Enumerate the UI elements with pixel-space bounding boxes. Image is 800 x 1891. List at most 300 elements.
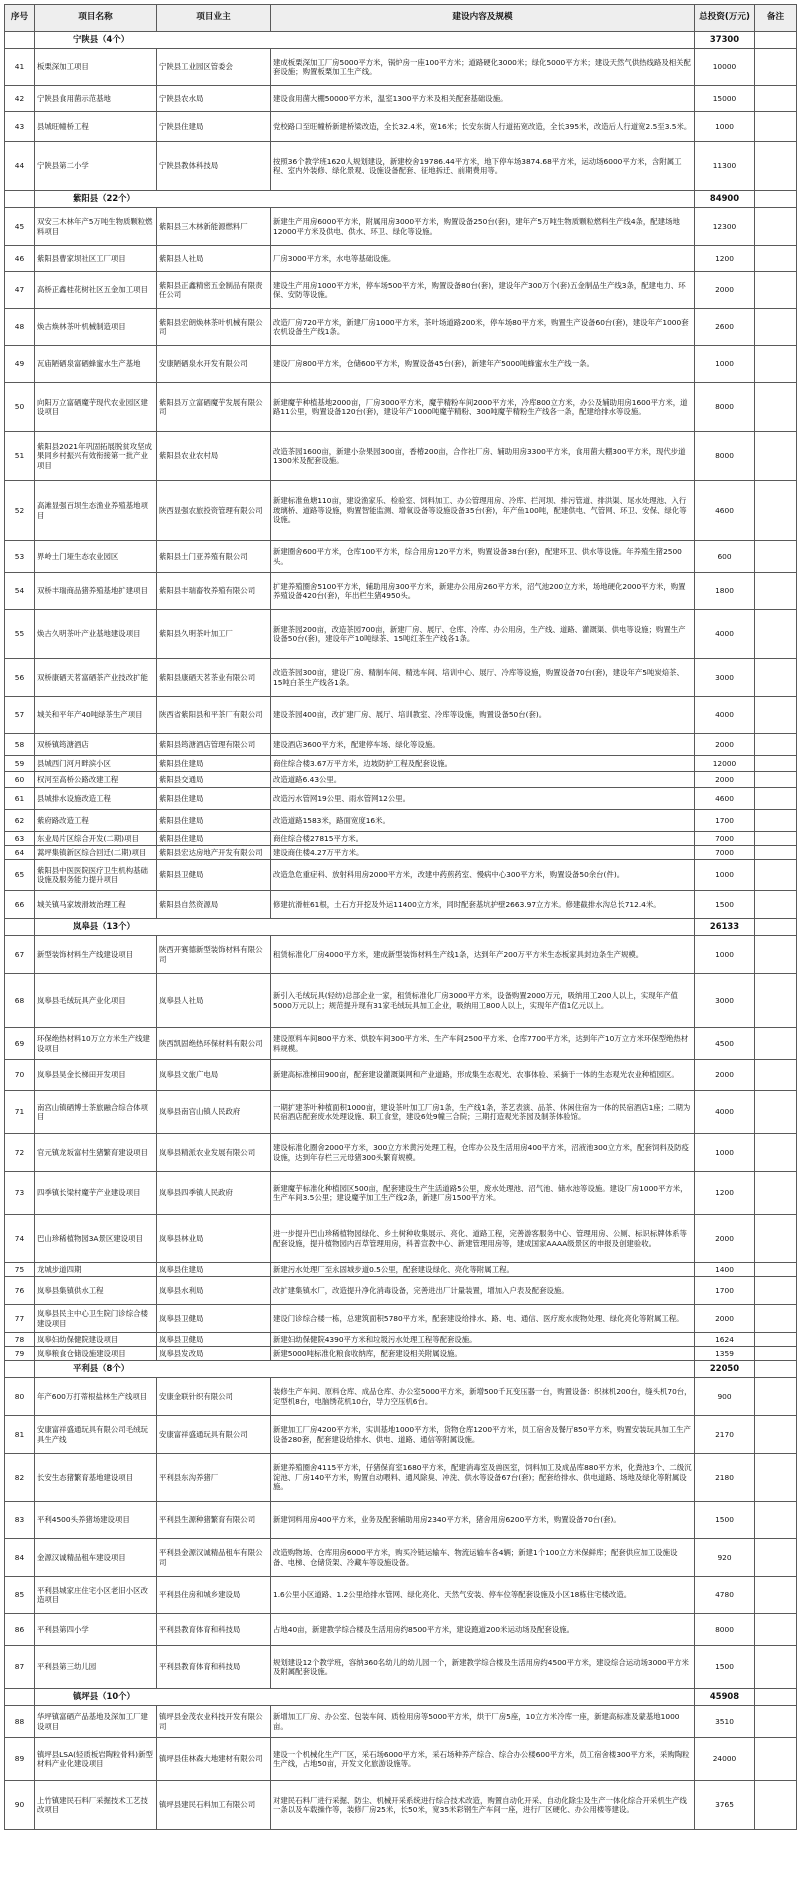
project-invest: 3000: [695, 974, 755, 1028]
project-owner: 宁陕县工业园区管委会: [157, 49, 271, 86]
project-name: 岚皋县毛绒玩具产业化项目: [35, 974, 157, 1028]
project-invest: 2000: [695, 1215, 755, 1263]
project-content: 建设食用菌大棚50000平方米，温室1300平方米及相关配套基础设施。: [271, 86, 695, 112]
project-content: 党校路口至旺幢桥新建桥梁改造，全长32.4米，宽16米；长安东街人行道拓宽改造，全长395米，改造后人行道宽2.5至3.5米。: [271, 112, 695, 142]
table-row: [5, 1172, 797, 1215]
table-row: [5, 1646, 797, 1689]
county-note-cell: [755, 191, 797, 208]
row-no: 80: [5, 1378, 35, 1416]
project-invest: 2170: [695, 1416, 755, 1454]
project-name: 双桥康硒天茗富硒茶产业技改扩能: [35, 659, 157, 697]
county-row: [5, 1689, 797, 1706]
project-invest: 4600: [695, 788, 755, 810]
table-row: [5, 734, 797, 756]
project-invest: 2000: [695, 272, 755, 309]
table-row: [5, 1614, 797, 1646]
row-no: 79: [5, 1347, 35, 1361]
project-invest: 1800: [695, 573, 755, 610]
row-no: 57: [5, 697, 35, 734]
row-no: 49: [5, 346, 35, 383]
row-no: 45: [5, 208, 35, 246]
county-row: [5, 1361, 797, 1378]
project-invest: 1000: [695, 860, 755, 891]
project-invest: 8000: [695, 432, 755, 481]
project-note: [755, 860, 797, 891]
project-note: [755, 788, 797, 810]
project-note: [755, 1091, 797, 1134]
county-no-cell: [5, 191, 35, 208]
row-no: 56: [5, 659, 35, 697]
project-content: 新建魔芋种植基地2000亩，厂房3000平方米，魔芋精粉车间2000平方米，冷库800立方米，办公及辅助用房1600平方米，道路11公里，购置设备120台(套)，建设年产1000吨魔芋精粉、300吨魔芋精粉生产线各一条，配建给排水等设施。: [271, 383, 695, 432]
row-no: 60: [5, 772, 35, 788]
row-no: 53: [5, 541, 35, 573]
project-invest: 2000: [695, 1305, 755, 1333]
project-owner: 安康陋硒泉水开发有限公司: [157, 346, 271, 383]
project-invest: 1000: [695, 936, 755, 974]
project-invest: 1000: [695, 346, 755, 383]
table-row: [5, 1028, 797, 1060]
table-row: [5, 208, 797, 246]
project-invest: 1000: [695, 1134, 755, 1172]
table-body: [5, 32, 797, 1830]
county-total: 22050: [695, 1361, 755, 1378]
project-owner: 平利县生源种猪繁育有限公司: [157, 1502, 271, 1539]
project-note: [755, 1060, 797, 1091]
row-no: 42: [5, 86, 35, 112]
table-row: [5, 832, 797, 846]
county-note-cell: [755, 32, 797, 49]
table-row: [5, 86, 797, 112]
row-no: 83: [5, 1502, 35, 1539]
row-no: 72: [5, 1134, 35, 1172]
project-note: [755, 112, 797, 142]
project-name: 年产600万打蒂根盐林生产线项目: [35, 1378, 157, 1416]
project-note: [755, 573, 797, 610]
row-no: 43: [5, 112, 35, 142]
table-row: [5, 1781, 797, 1830]
project-content: 建成板栗深加工厂房5000平方米，锅炉房一座100平方米；道路硬化3000米；绿化5000平方米；建设天然气供热线路及相关配套设施；购置板栗加工生产线。: [271, 49, 695, 86]
table-row: [5, 432, 797, 481]
project-name: 紫阳县中医医院医疗卫生机构基础设施及服务能力提升项目: [35, 860, 157, 891]
project-note: [755, 734, 797, 756]
project-owner: 岚皋县卫健局: [157, 1305, 271, 1333]
project-invest: 1000: [695, 112, 755, 142]
project-invest: 1624: [695, 1333, 755, 1347]
project-invest: 8000: [695, 1614, 755, 1646]
project-content: 改造道路6.43公里。: [271, 772, 695, 788]
project-content: 改造厂房720平方米，新建厂房1000平方米，茶叶场道路200米，停车场80平方米，购置生产设备60台(套)，建设年产1000套农机设备生产线1条。: [271, 309, 695, 346]
county-name: 岚皋县（13个）: [35, 919, 695, 936]
project-name: 紫阳县曹家坝社区工厂项目: [35, 246, 157, 272]
row-no: 71: [5, 1091, 35, 1134]
project-invest: 7000: [695, 846, 755, 860]
project-name: 界岭土门垭生态农业园区: [35, 541, 157, 573]
project-name: 龙城步道四期: [35, 1263, 157, 1277]
project-owner: 紫阳县自然资源局: [157, 891, 271, 919]
county-note-cell: [755, 1689, 797, 1706]
row-no: 51: [5, 432, 35, 481]
project-owner: 镇坪县金茂农业科技开发有限公司: [157, 1706, 271, 1738]
project-content: 新增加工厂房、办公室、包装车间、质检用房等5000平方米，烘干厂房5座，10立方米冷库一座，新建高标准及蒙基地1000亩。: [271, 1706, 695, 1738]
project-invest: 3510: [695, 1706, 755, 1738]
project-note: [755, 1577, 797, 1614]
project-invest: 4000: [695, 610, 755, 659]
project-owner: 陕西开赛德新型装饰材料有限公司: [157, 936, 271, 974]
project-note: [755, 1706, 797, 1738]
project-owner: 紫阳县万立富硒魔芋发展有限公司: [157, 383, 271, 432]
project-content: 建设门诊综合楼一栋，总建筑面积5780平方米，配套建设给排水、路、电、通信、医疗废水废物处理、绿化亮化等附属工程。: [271, 1305, 695, 1333]
project-owner: 紫阳县住建局: [157, 832, 271, 846]
project-name: 平利县第四小学: [35, 1614, 157, 1646]
table-row: [5, 309, 797, 346]
project-invest: 3000: [695, 659, 755, 697]
project-owner: 紫阳县人社局: [157, 246, 271, 272]
project-owner: 平利县金源汉诚精品租车有限公司: [157, 1539, 271, 1577]
project-note: [755, 1134, 797, 1172]
project-name: 官元镇龙坂富村生猪繁育建设项目: [35, 1134, 157, 1172]
row-no: 46: [5, 246, 35, 272]
project-name: 安康富祥盛通玩具有限公司毛绒玩具生产线: [35, 1416, 157, 1454]
row-no: 65: [5, 860, 35, 891]
project-note: [755, 1028, 797, 1060]
table-row: [5, 756, 797, 772]
table-row: [5, 1134, 797, 1172]
table-row: [5, 272, 797, 309]
project-owner: 平利县教育体育和科技局: [157, 1614, 271, 1646]
project-note: [755, 974, 797, 1028]
project-invest: 1200: [695, 246, 755, 272]
table-row: [5, 772, 797, 788]
row-no: 44: [5, 142, 35, 191]
table-row: [5, 860, 797, 891]
row-no: 81: [5, 1416, 35, 1454]
project-name: 金源汉诚精品租车建设项目: [35, 1539, 157, 1577]
project-owner: 宁陕县教体科技局: [157, 142, 271, 191]
project-content: 建设标准化圈舍2000平方米，300立方米黄污处理工程，仓库办公及生活用房400平方米，沼液池300立方米，配套饲料及防疫设施，达到年存栏三元母猪300头繁育规模。: [271, 1134, 695, 1172]
row-no: 63: [5, 832, 35, 846]
project-invest: 1200: [695, 1172, 755, 1215]
project-note: [755, 1539, 797, 1577]
row-no: 67: [5, 936, 35, 974]
row-no: 78: [5, 1333, 35, 1347]
row-no: 69: [5, 1028, 35, 1060]
project-note: [755, 1172, 797, 1215]
project-invest: 1500: [695, 1502, 755, 1539]
project-note: [755, 1416, 797, 1454]
project-invest: 10000: [695, 49, 755, 86]
project-content: 新建加工厂房4200平方米，实训基地1000平方米，货物仓库1200平方米，员工宿舍及餐厅850平方米，购置安装玩具加工生产设备280套，配套建设给排水、供电、道路、通信等附属设施。: [271, 1416, 695, 1454]
project-note: [755, 810, 797, 832]
county-name: 紫阳县（22个）: [35, 191, 695, 208]
project-content: 建设原料车间800平方米、烘胶车间300平方米、生产车间2500平方米、仓库7700平方米，达到年产10万立方米环保型绝热材料规模。: [271, 1028, 695, 1060]
county-total: 37300: [695, 32, 755, 49]
project-note: [755, 309, 797, 346]
table-row: [5, 346, 797, 383]
table-row: [5, 1091, 797, 1134]
project-owner: 陕西省紫阳县和平茶厂有限公司: [157, 697, 271, 734]
table-row: [5, 659, 797, 697]
row-no: 73: [5, 1172, 35, 1215]
row-no: 62: [5, 810, 35, 832]
header-name: 项目名称: [35, 5, 157, 32]
project-invest: 2000: [695, 734, 755, 756]
project-owner: 岚皋县住建局: [157, 1263, 271, 1277]
project-owner: 紫阳县宏达房地产开发有限公司: [157, 846, 271, 860]
project-owner: 岚皋县水利局: [157, 1277, 271, 1305]
project-content: 新建生产用房6000平方米，附属用房3000平方米，购置设备250台(套)，建年产5万吨生物质颗粒燃料生产线4条，配建场地12000平方米及供电、供水、环卫、绿化等设施。: [271, 208, 695, 246]
table-row: [5, 49, 797, 86]
project-name: 县城排水设施改造工程: [35, 788, 157, 810]
table-row: [5, 1060, 797, 1091]
table-row: [5, 697, 797, 734]
table-row: [5, 974, 797, 1028]
row-no: 59: [5, 756, 35, 772]
project-owner: 岚皋县文旅广电局: [157, 1060, 271, 1091]
project-content: 建设茶园400亩，改扩建厂房、展厅、培训教室、冷库等设施，购置设备50台(套)。: [271, 697, 695, 734]
project-invest: 1359: [695, 1347, 755, 1361]
table-row: [5, 1577, 797, 1614]
project-invest: 1500: [695, 1646, 755, 1689]
project-name: 焕古焕林茶叶机械制造项目: [35, 309, 157, 346]
header-content: 建设内容及规模: [271, 5, 695, 32]
project-note: [755, 272, 797, 309]
project-note: [755, 86, 797, 112]
row-no: 74: [5, 1215, 35, 1263]
row-no: 61: [5, 788, 35, 810]
project-note: [755, 697, 797, 734]
row-no: 70: [5, 1060, 35, 1091]
project-owner: 岚皋县南宫山镇人民政府: [157, 1091, 271, 1134]
project-name: 长安生态猪繁育基地建设项目: [35, 1454, 157, 1502]
project-owner: 紫阳县农业农村局: [157, 432, 271, 481]
table-row: [5, 846, 797, 860]
table-row: [5, 891, 797, 919]
project-name: 蒿坪集镇新区综合回迁(二期)项目: [35, 846, 157, 860]
project-owner: 紫阳县丰瑞畜牧养殖有限公司: [157, 573, 271, 610]
row-no: 41: [5, 49, 35, 86]
project-content: 建设厂房800平方米，仓储600平方米，购置设备45台(套)，新建年产5000吨蜂蜜水生产线一条。: [271, 346, 695, 383]
project-owner: 镇坪县佳林森大地建材有限公司: [157, 1738, 271, 1781]
table-row: [5, 1347, 797, 1361]
table-row: [5, 1215, 797, 1263]
row-no: 77: [5, 1305, 35, 1333]
project-owner: 安康金联针织有限公司: [157, 1378, 271, 1416]
project-name: 高桥正鑫桂花树社区五金加工项目: [35, 272, 157, 309]
project-owner: 岚皋县卫健局: [157, 1333, 271, 1347]
table-row: [5, 246, 797, 272]
project-name: 岚皋县民主中心卫生院门诊综合楼建设项目: [35, 1305, 157, 1333]
project-name: 岚皋妇幼保健院建设项目: [35, 1333, 157, 1347]
project-note: [755, 1502, 797, 1539]
county-row: [5, 191, 797, 208]
project-owner: 紫阳县交通局: [157, 772, 271, 788]
project-invest: 1700: [695, 810, 755, 832]
project-content: 新建5000吨标准化粮食收纳库，配套建设相关附属设施。: [271, 1347, 695, 1361]
project-note: [755, 1277, 797, 1305]
project-content: 新建养殖圈舍4115平方米，仔猪保育室1680平方米，配建消毒室及兽医室，饲料加工及成品库880平方米，化粪池3个、二级沉淀池、厂房140平方米，购置自动喂料、通风除臭、冲洗、供水等设备67台(套)；配套给排水、供电道路、场地及绿化等附属设施。: [271, 1454, 695, 1502]
project-invest: 2000: [695, 772, 755, 788]
project-name: 平利县第三幼儿园: [35, 1646, 157, 1689]
project-content: 厂房3000平方米，水电等基础设施。: [271, 246, 695, 272]
county-row: [5, 919, 797, 936]
project-owner: 安康富祥盛通玩具有限公司: [157, 1416, 271, 1454]
project-note: [755, 383, 797, 432]
project-content: 改造道路1583米，路面宽度16米。: [271, 810, 695, 832]
project-content: 扩建养殖圈舍5100平方米，辅助用房300平方米，新建办公用房260平方米，沼气池200立方米，场地硬化2000平方米，购置养殖设备420台(套)，年出栏生猪4950头。: [271, 573, 695, 610]
project-name: 东业局片区综合开发(二期)项目: [35, 832, 157, 846]
table-row: [5, 1416, 797, 1454]
project-note: [755, 1333, 797, 1347]
project-owner: 岚皋县林业局: [157, 1215, 271, 1263]
project-owner: 镇坪县建民石料加工有限公司: [157, 1781, 271, 1830]
project-owner: 紫阳县卫健局: [157, 860, 271, 891]
project-content: 改造茶园300亩，建设厂房、精制车间、精选车间、培训中心、展厅、冷库等设施，购置设备70台(套)，建设年产5吨炭焙茶、15吨白茶生产线各1条。: [271, 659, 695, 697]
table-row: [5, 481, 797, 541]
project-invest: 4000: [695, 697, 755, 734]
row-no: 66: [5, 891, 35, 919]
row-no: 84: [5, 1539, 35, 1577]
project-name: 华坪镇富硒产品基地及深加工厂建设项目: [35, 1706, 157, 1738]
project-invest: 4780: [695, 1577, 755, 1614]
table-row: [5, 1539, 797, 1577]
project-owner: 紫阳县住建局: [157, 756, 271, 772]
project-content: 新建茶园200亩，改造茶园700亩，新建厂房、展厅、仓库、冷库、办公用房，生产线、道路、灌溉渠、供电等设施；购置生产设备50台(套)，建设年产10吨绿茶、15吨红茶生产线各1条。: [271, 610, 695, 659]
table-row: [5, 1305, 797, 1333]
project-content: 规划建设12个教学班，容纳360名幼儿的幼儿园一个，新建教学综合楼及生活用房约4500平方米，建设综合运动场3000平方米及附属配套设施。: [271, 1646, 695, 1689]
project-owner: 陕西显强农旅投资管理有限公司: [157, 481, 271, 541]
project-content: 建设酒店3600平方米，配建停车场、绿化等设施。: [271, 734, 695, 756]
project-owner: 平利县教育体育和科技局: [157, 1646, 271, 1689]
project-note: [755, 1738, 797, 1781]
project-note: [755, 481, 797, 541]
county-note-cell: [755, 1361, 797, 1378]
row-no: 52: [5, 481, 35, 541]
project-note: [755, 1305, 797, 1333]
project-note: [755, 1781, 797, 1830]
project-name: 县城西门河月畔滨小区: [35, 756, 157, 772]
project-owner: 岚皋县四季镇人民政府: [157, 1172, 271, 1215]
project-owner: 紫阳县宏朗焕林茶叶机械有限公司: [157, 309, 271, 346]
project-owner: 紫阳县三木林新能源燃料厂: [157, 208, 271, 246]
project-name: 宁陕县食用菌示范基地: [35, 86, 157, 112]
project-invest: 600: [695, 541, 755, 573]
project-owner: 紫阳县筠溏酒店管理有限公司: [157, 734, 271, 756]
project-content: 新建圈舍600平方米，仓库100平方米，综合用房120平方米，购置设备38台(套)，配建环卫、供水等设施。年养殖生猪2500头。: [271, 541, 695, 573]
table-row: [5, 541, 797, 573]
row-no: 85: [5, 1577, 35, 1614]
project-note: [755, 936, 797, 974]
table-row: [5, 1738, 797, 1781]
project-invest: 24000: [695, 1738, 755, 1781]
county-name: 宁陕县（4个）: [35, 32, 695, 49]
row-no: 86: [5, 1614, 35, 1646]
county-no-cell: [5, 1361, 35, 1378]
table-row: [5, 810, 797, 832]
project-name: 紫阳县2021年巩固拓展脱贫攻坚成果同乡村振兴有效衔接第一批产业项目: [35, 432, 157, 481]
project-note: [755, 1614, 797, 1646]
project-invest: 4000: [695, 1091, 755, 1134]
project-content: 对建民石料厂进行采掘、防尘、机械开采系统进行综合技术改造，购置自动化开采、自动化除尘及生产一体化综合开采机生产线一条以及车载操作等，装修厂房25米，长50米，宽35米彩钢生产车间一座，进行厂区硬化、办公用楼等建设。: [271, 1781, 695, 1830]
project-note: [755, 1263, 797, 1277]
project-owner: 平利县住房和城乡建设局: [157, 1577, 271, 1614]
county-no-cell: [5, 919, 35, 936]
project-name: 宁陕县第二小学: [35, 142, 157, 191]
county-total: 45908: [695, 1689, 755, 1706]
header-no: 序号: [5, 5, 35, 32]
project-note: [755, 142, 797, 191]
project-content: 改造购物场、仓库用房6000平方米，购买冷链运输车、物流运输车各4辆；新建1个100立方米保鲜库；配套供应加工设施设备、电梯、仓储货架、冷藏车等设施设备。: [271, 1539, 695, 1577]
project-invest: 2180: [695, 1454, 755, 1502]
document-page: [4, 4, 796, 1830]
project-note: [755, 891, 797, 919]
project-name: 镇坪县LSA(轻质板岩陶粒骨料)新型材料产业化建设项目: [35, 1738, 157, 1781]
project-name: 城关镇马家坡滑坡治理工程: [35, 891, 157, 919]
row-no: 64: [5, 846, 35, 860]
table-row: [5, 142, 797, 191]
project-content: 商住综合楼27815平方米。: [271, 832, 695, 846]
row-no: 76: [5, 1277, 35, 1305]
project-content: 1.6公里小区道路、1.2公里给排水管网、绿化亮化、天然气安装、停车位等配套设施及小区18栋住宅楼改造。: [271, 1577, 695, 1614]
county-no-cell: [5, 32, 35, 49]
project-invest: 8000: [695, 383, 755, 432]
project-invest: 2000: [695, 1060, 755, 1091]
project-owner: 宁陕县住建局: [157, 112, 271, 142]
table-row: [5, 1454, 797, 1502]
table-row: [5, 1277, 797, 1305]
county-name: 平利县（8个）: [35, 1361, 695, 1378]
project-note: [755, 346, 797, 383]
project-name: 县城旺幢桥工程: [35, 112, 157, 142]
project-name: 瓦庙陋硒泉富硒蜂蜜水生产基地: [35, 346, 157, 383]
row-no: 88: [5, 1706, 35, 1738]
project-content: 改扩建集镇水厂，改造提升净化消毒设备，完善进出厂计量装置，增加入户表及配套设施。: [271, 1277, 695, 1305]
county-note-cell: [755, 919, 797, 936]
project-content: 改造污水管网19公里、雨水管网12公里。: [271, 788, 695, 810]
row-no: 48: [5, 309, 35, 346]
table-row: [5, 788, 797, 810]
project-invest: 920: [695, 1539, 755, 1577]
table-row: [5, 610, 797, 659]
project-owner: 岚皋县精派农业发展有限公司: [157, 1134, 271, 1172]
header-invest: 总投资(万元): [695, 5, 755, 32]
table-row: [5, 1333, 797, 1347]
project-content: 建设生产用房1000平方米，停车场500平方米，购置设备80台(套)，建设年产300万个(套)五金制品生产线3条，配建电力、环保、安防等设施。: [271, 272, 695, 309]
project-content: 新建标准鱼塘110亩，建设渔家乐、检验室、饲料加工、办公管理用房、冷库、拦河坝、排污管道、排洪渠、尾水处理池、入行玻璃桥、道路等设施，购置智能监测、增氧设备等设施设备35台(套)，年产鱼100吨，配建供电、气管网、环卫、安保、绿化等设施。: [271, 481, 695, 541]
project-owner: 紫阳县土门亚养殖有限公司: [157, 541, 271, 573]
project-note: [755, 772, 797, 788]
project-invest: 900: [695, 1378, 755, 1416]
row-no: 90: [5, 1781, 35, 1830]
county-row: [5, 32, 797, 49]
project-table: [4, 4, 797, 1830]
header-owner: 项目业主: [157, 5, 271, 32]
project-note: [755, 1454, 797, 1502]
project-name: 城关和平年产40吨绿茶生产项目: [35, 697, 157, 734]
project-invest: 1700: [695, 1277, 755, 1305]
project-invest: 15000: [695, 86, 755, 112]
project-invest: 1500: [695, 891, 755, 919]
project-name: 平利县城家庄住宅小区老旧小区改造项目: [35, 1577, 157, 1614]
project-name: 紫府路改造工程: [35, 810, 157, 832]
project-invest: 12300: [695, 208, 755, 246]
project-name: 四季镇长梁村魔芋产业建设项目: [35, 1172, 157, 1215]
county-name: 镇坪县（10个）: [35, 1689, 695, 1706]
project-invest: 4500: [695, 1028, 755, 1060]
project-invest: 7000: [695, 832, 755, 846]
table-row: [5, 573, 797, 610]
project-owner: 紫阳县久明茶叶加工厂: [157, 610, 271, 659]
project-content: 一期扩建茶叶种植面积1000亩，建设茶叶加工厂房1条，生产线1条，茶艺表演、品茶、休闲住宿为一体的民宿酒店1座；二期为民宿酒店配套废水处理设施、职工食堂，建设6处9幢三合院；三期打造观光茶园及制茶体验馆。: [271, 1091, 695, 1134]
